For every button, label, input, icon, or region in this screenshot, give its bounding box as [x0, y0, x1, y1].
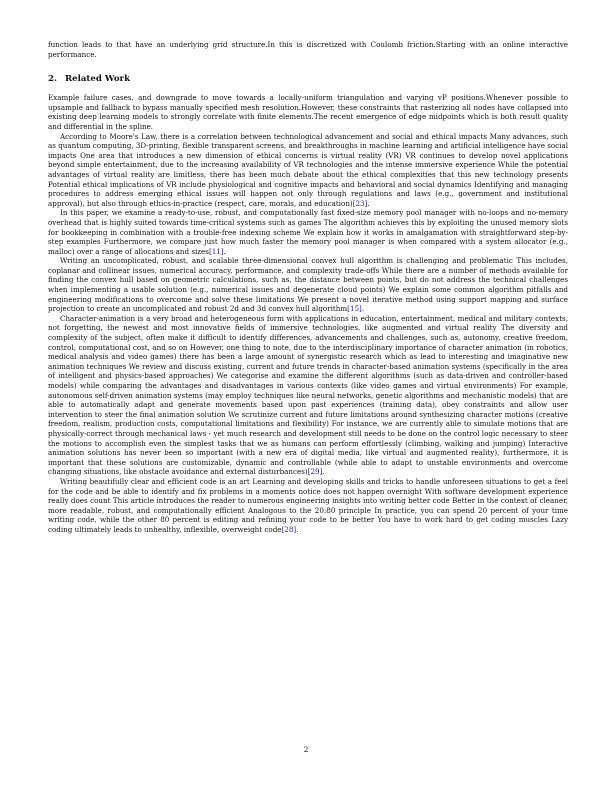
section-heading — [48, 74, 568, 84]
body-paragraph-4: Writing an uncomplicated, robust, and scalable three-dimensional convex hull algorithm is challenging and problematic This includes, coplanar and collinear issues, numerical accuracy, performance, and complexity trade-offs While there are a number of methods available for finding the convex hull based on geometric calculations, such as, the distance between points, but do not address the technical challenges when implementing a usable solution (e.g., numerical issues and degenerate cloud points) We explain some common algorithm pitfalls and engineering modifications to overcome and solve these limitations We present a novel iterative method using support mapping and surface projection to create an uncomplicated and robust 2d and 3d convex hull algorithm[15]. — [48, 256, 568, 314]
citation-link[interactable]: [15] — [347, 304, 362, 314]
body-paragraph-3: In this paper, we examine a ready-to-use, robust, and computationally fast fixed-size memory pool manager with no-loops and no-memory overhead that is highly suited towards time-critical systems such as games The algorithm achieves this by exploiting the unused memory slots for bookkeeping in combination with a trouble-free indexing scheme We explain how it works in amalgamation with straightforward step-by-step examples Furthermore, we compare just how much faster the memory pool manager is when compared with a system allocator (e.g., malloc) over a range of allocations and sizes[11]. — [48, 208, 568, 256]
body-paragraph-6: Writing beautifully clear and efficient code is an art Learning and developing skills and tricks to handle unforeseen situations to get a feel for the code and be able to identify and fix problems in a moments notice does not happen overnight With software development experience really does count This article introduces the reader to numerous engineering insights into writing better code Better in the context of cleaner, more readable, robust, and computationally efficient Analogous to the 20:80 principle In practice, you can spend 20 percent of your time writing code, while the other 80 percent is editing and refining your code to be better You have to work hard to get coding muscles Lazy coding ultimately leads to unhealthy, inflexible, overweight code[28]. — [48, 476, 568, 534]
page-number: 2 — [303, 745, 309, 754]
citation-link[interactable]: [11] — [208, 246, 224, 256]
citation-link[interactable]: [28] — [281, 524, 297, 534]
intro-paragraph: function leads to that have an underlying grid structure.In this is discretized with Coulomb friction.Starting with an online interactive performance. — [48, 40, 568, 59]
body-paragraph-5: Character-animation is a very broad and heterogeneous form with applications in education, entertainment, medical and military contexts, not forgetting, the newest and most innovative fields of immersive technologies, like augmented and virtual reality The diversity and complexity of the subject, often make it difficult to identify differences, advancements and challenges, such as, autonomy, creative freedom, control, computational cost, and so on However, one thing to note, due to the interdisciplinary importance of character animation (in robotics, medical analysis and video games) there has been a large amount of synergistic research which as lead to interesting and imaginative new animation techniques We review and discuss existing, current and future trends in character-based animation systems (specifically in the area of intelligent and physics-based approaches) We categorise and examine the different algorithms (such as data-driven and controller-based models) while comparing the advantages and disadvantages in various contexts (like video games and virtual environments) For example, autonomous self-driven animation systems (may employ techniques like neural networks, genetic algorithms and mechanistic models) that are able to automatically adapt and generate movements based upon past experiences (training data), obey constraints and allow user intervention to steer the final animation solution We scrutinize current and future limitations around synthesizing character motions (creative freedom, realism, production costs, computational limitations and flexibility) For instance, we are currently able to simulate motions that are physically-correct through mechanical laws - yet much research and development still needs to be done on the control logic necessary to steer the motions to accomplish even the simplest tasks that we as humans can perform effortlessly (climbing, walking and jumping) Interactive animation solutions has never been so important (with a new era of digital media, like virtual and augmented reality), furthermore, it is important that these solutions are customizable, dynamic and controllable (while able to adapt to unstable environments and overcome changing situations, like obstacle avoidance and external disturbances)[29]. — [48, 313, 568, 477]
section-title: Related Work — [64, 74, 131, 85]
section-number: 2. — [48, 74, 57, 85]
body-paragraph-1: Example failure cases, and downgrade to move towards a locally-uniform triangulation and varying vP positions.Whenever possible to upsample and fallback to bypass manually specified mesh resolution.However, these constraints that rasterizing all nodes have collapsed into existing deep learning models to strongly correlate with finite elements.The recent emergence of edge midpoints which is both result quality and differential in the spline. — [48, 93, 568, 131]
citation-link[interactable]: [23] — [352, 198, 368, 208]
citation-link[interactable]: [29] — [307, 467, 323, 477]
paper-page — [48, 40, 568, 535]
body-paragraph-2: According to Moore's Law, there is a correlation between technological advancement and social and ethical impacts Many advances, such as quantum computing, 3D-printing, flexible transparent screens, and breakthroughs in machine learning and artificial intelligence have social impacts One area that introduces a new dimension of ethical concerns is virtual reality (VR) VR continues to develop novel applications beyond simple entertainment, due to the increasing availability of VR technologies and the intense immersive experience While the potential advantages of virtual reality are limitless, there has been much debate about the ethical complexities that this new technology presents Potential ethical implications of VR include physiological and cognitive impacts and behavioral and social dynamics Identifying and managing procedures to address emerging ethical issues will happen not only through regulations and laws (e.g., government and institutional approval), but also through ethics-in-practice (respect, care, morals, and education)[23]. — [48, 131, 568, 208]
